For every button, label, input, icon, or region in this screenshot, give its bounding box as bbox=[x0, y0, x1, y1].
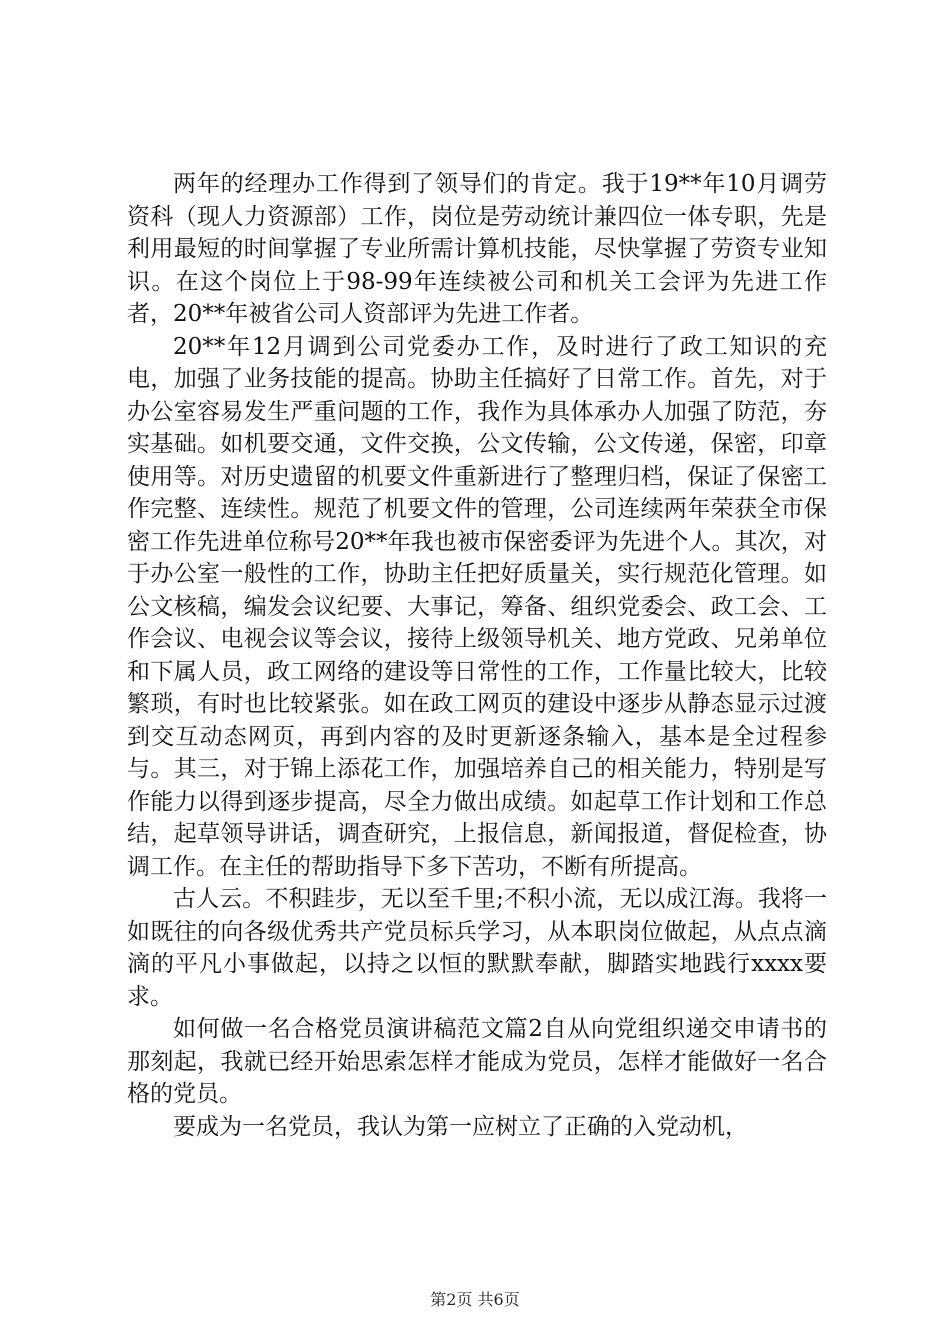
paragraph-3: 古人云。不积跬步，无以至千里;不积小流，无以成江海。我将一如既往的向各级优秀共产党员标兵学习，从本职岗位做起，从点点滴滴的平凡小事做起，以持之以恒的默默奉献，脚踏实地践行xxxx要求。 bbox=[127, 886, 827, 1010]
page-number-footer: 第2页 共6页 bbox=[430, 1290, 520, 1309]
paragraph-1: 两年的经理办工作得到了领导们的肯定。我于19**年10月调劳资科（现人力资源部）工作，岗位是劳动统计兼四位一体专职，先是利用最短的时间掌握了专业所需计算机技能，尽快掌握了劳资专业知识。在这个岗位上于98-99年连续被公司和机关工会评为先进工作者，20**年被省公司人资部评为先进工作者。 bbox=[127, 171, 827, 327]
document-body bbox=[127, 168, 827, 1143]
paragraph-2: 20**年12月调到公司党委办工作，及时进行了政工知识的充电，加强了业务技能的提高。协助主任搞好了日常工作。首先，对于办公室容易发生严重问题的工作，我作为具体承办人加强了防范，夯实基础。如机要交通，文件交换，公文传输，公文传递，保密，印章使用等。对历史遗留的机要文件重新进行了整理归档，保证了保密工作完整、连续性。规范了机要文件的管理，公司连续两年荣获全市保密工作先进单位称号20**年我也被市保密委评为先进个人。其次，对于办公室一般性的工作，协助主任把好质量关，实行规范化管理。如公文核稿，编发会议纪要、大事记，筹备、组织党委会、政工会、工作会议、电视会议等会议，接待上级领导机关、地方党政、兄弟单位和下属人员，政工网络的建设等日常性的工作，工作量比较大，比较繁琐，有时也比较紧张。如在政工网页的建设中逐步从静态显示过渡到交互动态网页，再到内容的及时更新逐条输入，基本是全过程参与。其三，对于锦上添花工作，加强培养自己的相关能力，特别是写作能力以得到逐步提高，尽全力做出成绩。如起草工作计划和工作总结，起草领导讲话，调查研究，上报信息，新闻报道，督促检查，协调工作。在主任的帮助指导下多下苦功，不断有所提高。 bbox=[127, 333, 827, 880]
paragraph-4: 如何做一名合格党员演讲稿范文篇2自从向党组织递交申请书的那刻起，我就已经开始思索怎样才能成为党员，怎样才能做好一名合格的党员。 bbox=[127, 1016, 827, 1107]
paragraph-5: 要成为一名党员，我认为第一应树立了正确的入党动机， bbox=[173, 1113, 748, 1140]
